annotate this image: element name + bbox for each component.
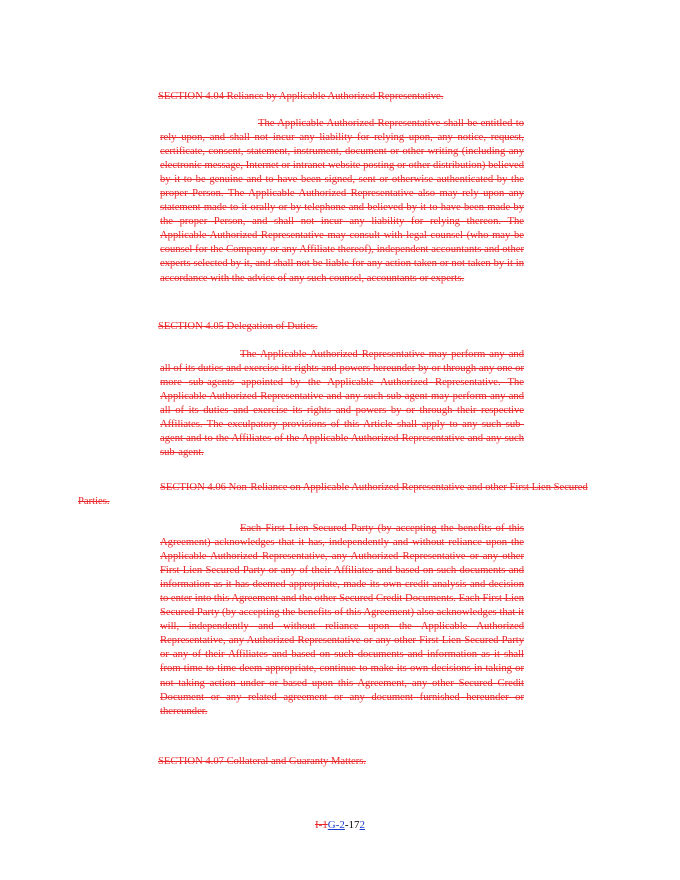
section-4-06-text: Each First Lien Secured Party (by accepting the benefits of this Agreement) acknowledges that it has, independently and without reliance upon the Applicable Authorized Representative, any Authorized Representative or any other First Lien Secured Party or any of their Affiliates and based on such documents and information as it has deemed appropriate, made its own credit analysis and decision to enter into this Agreement and the other Secured Credit Documents. Each First Lien Secured Party (by accepting the benefits of this Agreement) also acknowledges that it will, independently and without reliance upon the Applicable Authorized Representative, any Authorized Representative or any other First Lien Secured Party or any of their Affiliates and based on such documents and information as it shall from time to time deem appropriate, continue to make its own decisions in taking or not taking action under or based upon this Agreement, any other Secured Credit Document or any related agreement or any document furnished hereunder or thereunder. (160, 523, 524, 717)
section-4-04-body (160, 117, 524, 286)
section-4-07-heading: SECTION 4.07 Collateral and Guaranty Matters. (158, 756, 367, 767)
section-4-05-body (160, 348, 524, 460)
footer-separator: - (344, 819, 349, 831)
section-4-05-heading: SECTION 4.05 Delegation of Duties. (158, 321, 318, 332)
footer-inserted-prefix: G-2 (327, 819, 345, 831)
section-4-06-heading: SECTION 4.06 Non-Reliance on Applicable Authorized Representative and other First Lien Secured Parties. (78, 482, 588, 507)
page-footer (0, 818, 680, 832)
footer-page-number: 17 (348, 819, 360, 831)
section-4-05-text: The Applicable Authorized Representative may perform any and all of its duties and exercise its rights and powers hereunder by or through any one or more sub-agents appointed by the Applicable Authorized Representative. The Applicable Authorized Representative and any such sub-agent may perform any and all of its duties and exercise its rights and powers by or through their respective Affiliates. The exculpatory provisions of this Article shall apply to any such sub-agent and to the Affiliates of the Applicable Authorized Representative and any such sub-agent. (160, 349, 524, 459)
section-4-04-text: The Applicable Authorized Representative shall be entitled to rely upon, and shall not incur any liability for relying upon, any notice, request, certificate, consent, statement, instrument, document or other writing (including any electronic message, Internet or intranet website posting or other distribution) believed by it to be genuine and to have been signed, sent or otherwise authenticated by the proper Person. The Applicable Authorized Representative also may rely upon any statement made to it orally or by telephone and believed by it to have been made by the proper Person, and shall not incur any liability for relying thereon. The Applicable Authorized Representative may consult with legal counsel (who may be counsel for the Company or any Affiliate thereof), independent accountants and other experts selected by it, and shall not be liable for any action taken or not taken by it in accordance with the advice of any such counsel, accountants or experts. (160, 118, 524, 284)
footer-inserted-suffix: 2 (359, 819, 366, 831)
section-4-06-body (160, 522, 524, 719)
footer-deleted-prefix: I-1 (314, 819, 328, 831)
section-4-04-heading: SECTION 4.04 Reliance by Applicable Authorized Representative. (158, 91, 444, 102)
